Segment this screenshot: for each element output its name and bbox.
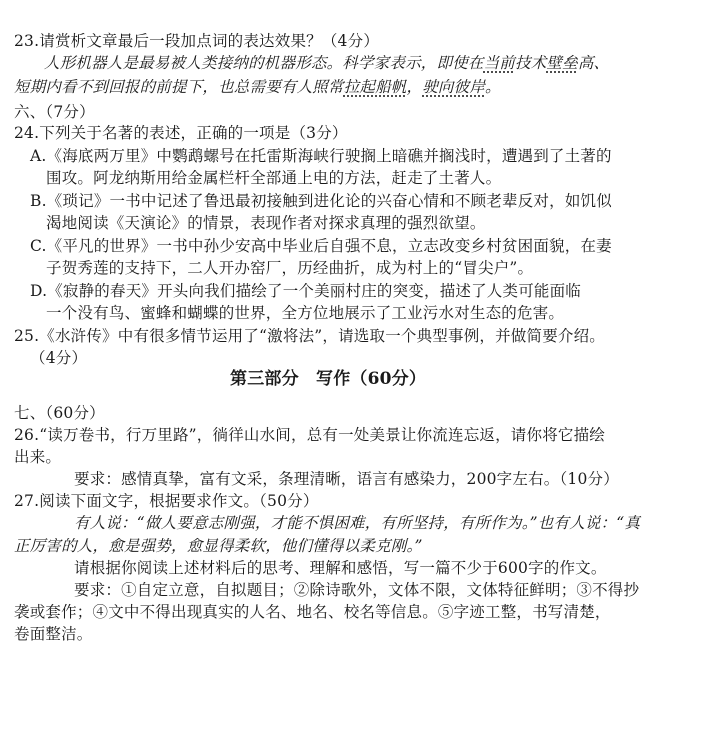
q24-option-b-line1: B.《琐记》一书中记述了鲁迅最初接触到进化论的兴奋心情和不顾老辈反对，如饥似: [30, 192, 612, 210]
q24-option-d-line1: D.《寂静的春天》开头向我们描绘了一个美丽村庄的突变，描述了人类可能面临: [30, 282, 582, 300]
dotted-word-laqichuanfan: 拉起船帆: [343, 78, 407, 96]
q23-text-line2-b: ，: [406, 78, 423, 96]
dotted-word-shixiangbian: 驶向彼岸: [422, 78, 486, 96]
q23-text-line2-a: 短期内看不到回报的前提下，也总需要有人照常: [14, 78, 344, 96]
q26-requirement: 要求：感情真挚，富有文采，条理清晰，语言有感染力，200字左右。（10分）: [74, 470, 619, 488]
q25-line2: （4分）: [30, 349, 88, 367]
q23-text-line2: [14, 76, 501, 98]
q23-text-line1-b: 技术: [515, 54, 547, 72]
q23-title: 23.请赏析文章最后一段加点词的表达效果？（4分）: [14, 32, 380, 50]
q24-option-c-line1: C.《平凡的世界》一书中孙少安高中毕业后自强不息，立志改变乡村贫困面貌，在妻: [30, 237, 612, 255]
q26-line1: 26.“读万卷书，行万里路”，徜徉山水间，总有一处美景让你流连忘返，请你将它描绘: [14, 426, 606, 444]
q25-line1: 25.《水浒传》中有很多情节运用了“激将法”，请选取一个典型事例，并做简要介绍。: [14, 327, 606, 345]
q24-option-d-line2: 一个没有鸟、蜜蜂和蝴蝶的世界，全方位地展示了工业污水对生态的危害。: [46, 304, 565, 322]
q23-text-line1-c: 高、: [577, 54, 610, 72]
q27-requirement-line1: 要求：①自定立意，自拟题目；②除诗歌外，文体不限，文体特征鲜明；③不得抄: [74, 581, 640, 599]
q23-text-line1-a: 人形机器人是最易被人类接纳的机器形态。科学家表示，即使在: [44, 54, 484, 72]
q26-line2: 出来。: [14, 448, 62, 466]
q27-title: 27.阅读下面文字，根据要求作文。（50分）: [14, 492, 319, 510]
q23-text-line1: [44, 52, 609, 74]
dotted-word-dangqian: 当前: [483, 54, 516, 72]
part3-heading: 第三部分 写作（60分）: [230, 369, 427, 389]
q27-requirement-line3: 卷面整洁。: [14, 625, 93, 643]
q24-title: 24.下列关于名著的表述，正确的一项是（3分）: [14, 124, 348, 142]
q27-requirement-line2: 袭或套作；④文中不得出现真实的人名、地名、校名等信息。⑤字迹工整，书写清楚，: [14, 603, 611, 621]
q24-option-b-line2: 渴地阅读《天演论》的情景，表现作者对探求真理的强烈欲望。: [46, 214, 486, 232]
q27-quote-line1: 有人说：“做人要意志刚强，才能不惧困难，有所坚持，有所作为。”也有人说：“真: [74, 514, 641, 532]
q24-option-a-line1: A.《海底两万里》中鹦鹉螺号在托雷斯海峡行驶搁上暗礁并搁浅时，遭遇到了土著的: [30, 147, 612, 165]
q23-text-line2-c: 。: [485, 78, 501, 96]
section6-title: 六、（7分）: [14, 103, 95, 121]
q27-quote-line2: 正厉害的人，愈是强势，愈显得柔软，他们懂得以柔克刚。”: [14, 537, 423, 555]
q27-prompt: 请根据你阅读上述材料后的思考、理解和感悟，写一篇不少于600字的作文。: [74, 559, 607, 577]
q24-option-c-line2: 子贺秀莲的支持下，二人开办窑厂，历经曲折，成为村上的“冒尖户”。: [46, 259, 534, 277]
dotted-word-bilei: 壁垒: [546, 54, 578, 72]
section7-title: 七、（60分）: [14, 404, 105, 422]
q24-option-a-line2: 围攻。阿龙纳斯用给金属栏杆全部通上电的方法，赶走了土著人。: [46, 169, 502, 187]
